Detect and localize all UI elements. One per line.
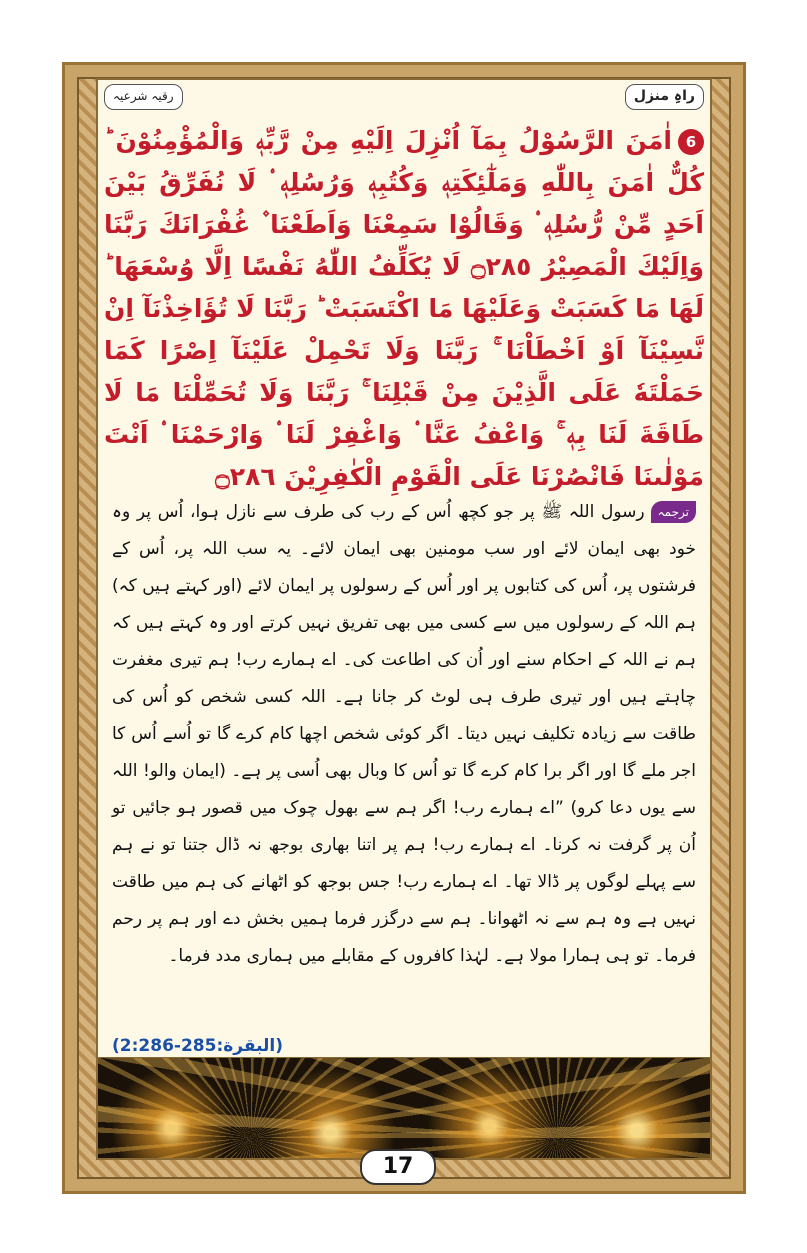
urdu-translation-block (112, 494, 696, 975)
urdu-translation-text: رسول اللہ ﷺ پر جو کچھ اُس کے رب کی طرف سے نازل ہوا، اُس پر وہ خود بھی ایمان لائے اور سب مومنین بھی ایمان لائے۔ یہ سب اللہ پر، اُس کے فرشتوں پر، اُس کی کتابوں پر اور اُس کے رسولوں پر ایمان لائے (اور کہتے ہیں کہ) ہم اللہ کے رسولوں میں سے کسی میں بھی تفریق نہیں کرتے اور وہ کہتے ہیں کہ ہم نے اللہ کے احکام سنے اور اُن کی اطاعت کی۔ اے ہمارے رب! ہم تیری مغفرت چاہتے ہیں اور تیری طرف ہی لوٹ کر جانا ہے۔ اللہ کسی شخص کو اُس کی طاقت سے زیادہ تکلیف نہیں دیتا۔ اگر کوئی شخص اچھا کام کرے گا تو اُسے اُس کا اجر ملے گا اور اگر برا کام کرے گا تو اُس کا وبال بھی اُسی پر ہے۔ (ایمان والو! اللہ سے یوں دعا کرو) ”اے ہمارے رب! اگر ہم سے بھول چوک میں قصور ہو جائیں تو اُن پر گرفت نہ کرنا۔ اے ہمارے رب! ہم پر اتنا بھاری بوجھ نہ ڈال جتنا تو نے ہم سے پہلے لوگوں پر ڈالا تھا۔ اے ہمارے رب! جس بوجھ کو اٹھانے کی ہم میں طاقت نہیں ہے وہ ہم سے نہ اٹھوانا۔ ہم سے درگزر فرما ہمیں بخش دے اور ہم پر رحم فرما۔ تو ہی ہمارا مولا ہے۔ لہٰذا کافروں کے مقابلے میں ہماری مدد فرما۔ (112, 502, 696, 966)
page-number: 17 (360, 1149, 436, 1185)
surah-reference: (2:البقرة:285-286) (112, 1036, 284, 1056)
page-content (96, 78, 712, 1160)
fireworks-image (98, 1057, 710, 1158)
ruqyah-label: رقیہ شرعیہ (104, 84, 183, 110)
arabic-verse-block (104, 120, 704, 498)
manzil-label: راہِ منزل (625, 84, 704, 110)
arabic-verse-text: اٰمَنَ الرَّسُوْلُ بِمَآ اُنْزِلَ اِلَيْهِ مِنْ رَّبِّهٖ وَالْمُؤْمِنُوْنَ ؕ كُلٌّ اٰمَنَ بِاللّٰهِ وَمَلٰٓئِكَتِهٖ وَكُتُبِهٖ وَرُسُلِهٖ ۟ لَا نُفَرِّقُ بَيْنَ اَحَدٍ مِّنْ رُّسُلِهٖ ۟ وَقَالُوْا سَمِعْنَا وَاَطَعْنَا ۫ غُفْرَانَكَ رَبَّنَا وَاِلَيْكَ الْمَصِيْرُ ۝٢٨٥ لَا يُكَلِّفُ اللّٰهُ نَفْسًا اِلَّا وُسْعَهَا ؕ لَهَا مَا كَسَبَتْ وَعَلَيْهَا مَا اكْتَسَبَتْ ؕ رَبَّنَا لَا تُؤَاخِذْنَآ اِنْ نَّسِيْنَآ اَوْ اَخْطَاْنَا ۚ رَبَّنَا وَلَا تَحْمِلْ عَلَيْنَآ اِصْرًا كَمَا حَمَلْتَهٗ عَلَى الَّذِيْنَ مِنْ قَبْلِنَا ۚ رَبَّنَا وَلَا تُحَمِّلْنَا مَا لَا طَاقَةَ لَنَا بِهٖ ۚ وَاعْفُ عَنَّا ۟ وَاغْفِرْ لَنَا ۟ وَارْحَمْنَا ۟ اَنْتَ مَوْلٰىنَا فَانْصُرْنَا عَلَى الْقَوْمِ الْكٰفِرِيْنَ ۝٢٨٦ (104, 126, 704, 491)
verse-number-badge: 6 (678, 129, 704, 155)
translation-label-badge: ترجمہ (651, 501, 696, 523)
